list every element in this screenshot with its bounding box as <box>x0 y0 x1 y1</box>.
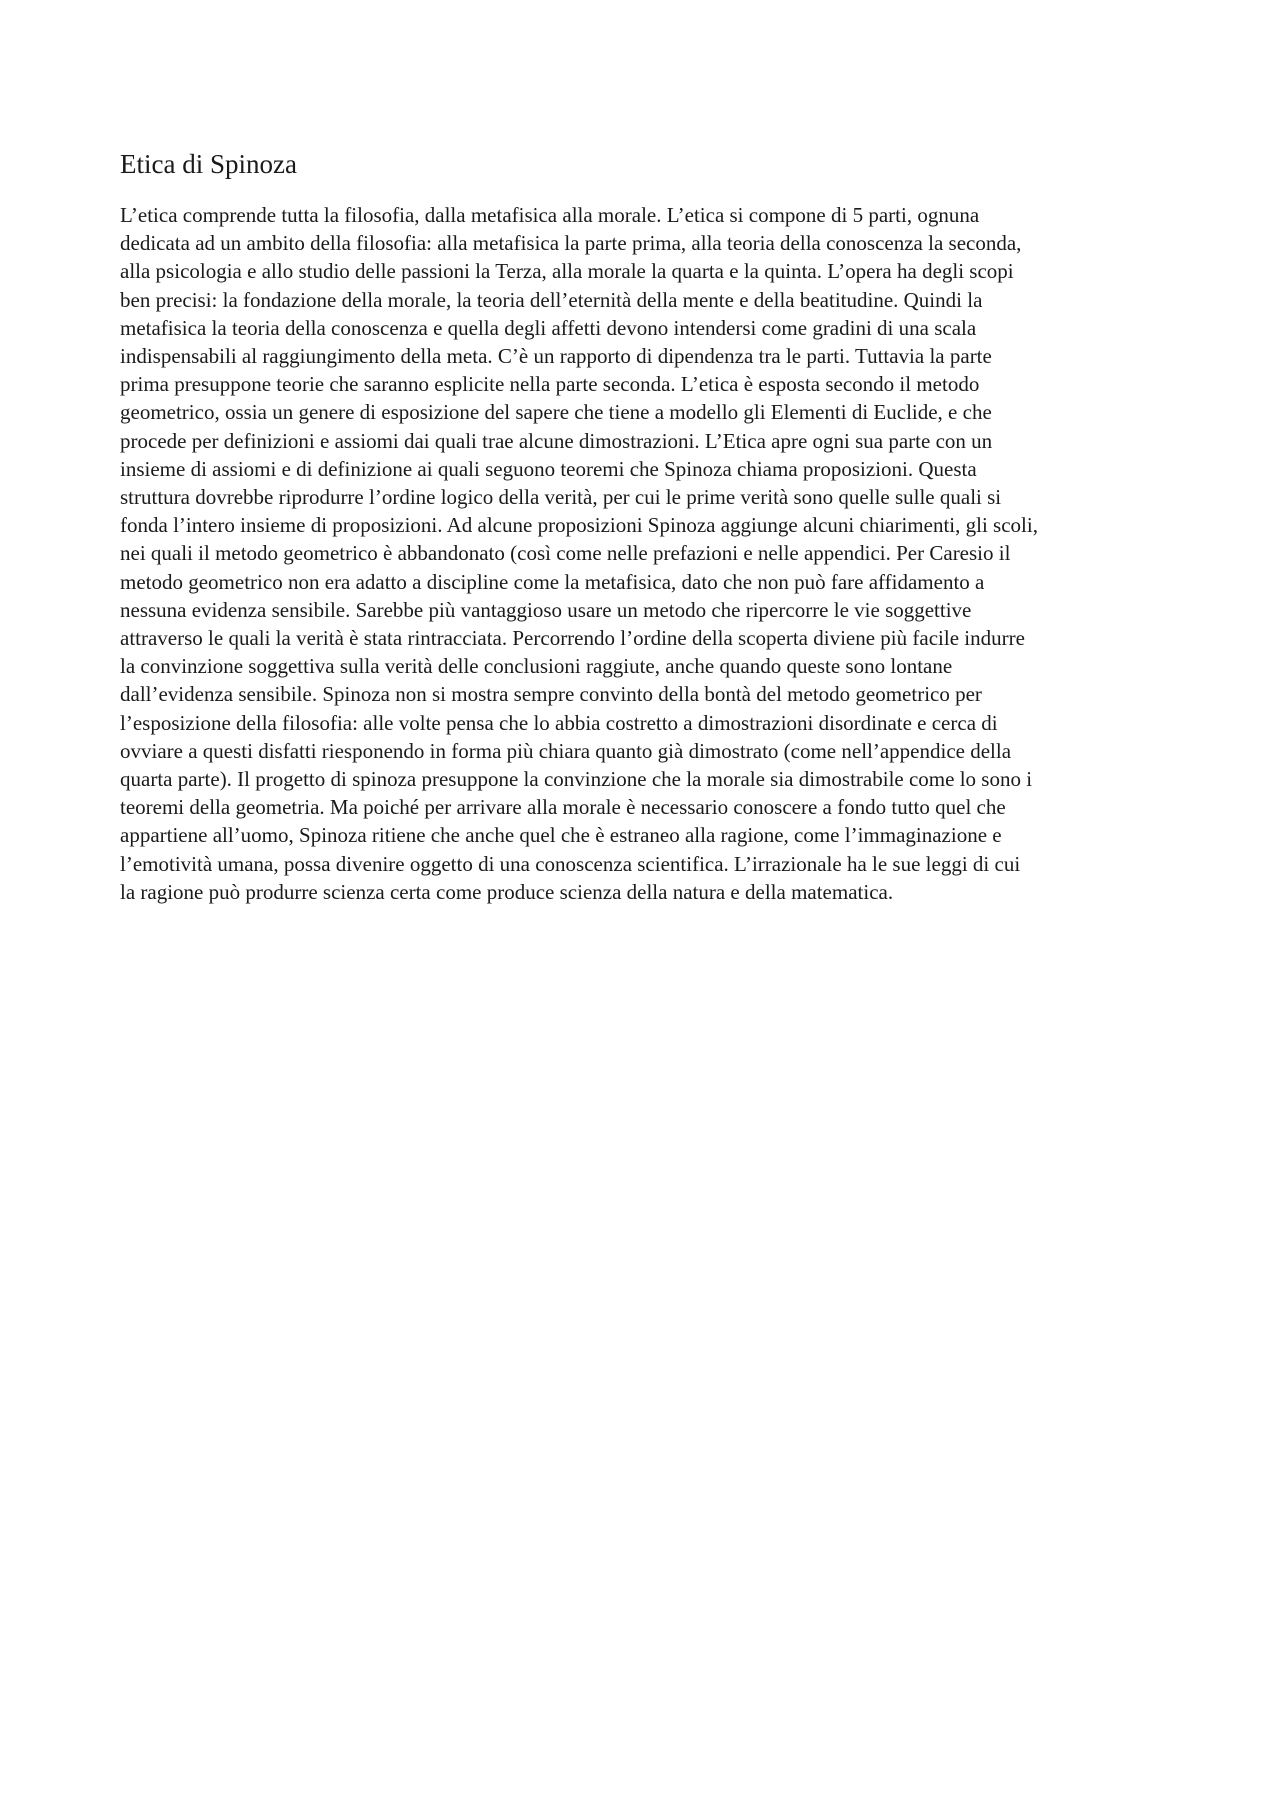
body-line: indispensabili al raggiungimento della meta. C’è un rapporto di dipendenza tra le parti. Tuttavia la parte <box>120 344 992 369</box>
body-line: ovviare a questi disfatti riesponendo in forma più chiara quanto già dimostrato (come nell’appendice della <box>120 738 1012 763</box>
body-line: appartiene all’uomo, Spinoza ritiene che anche quel che è estraneo alla ragione, come l’immaginazione e <box>120 823 1002 848</box>
body-line: teoremi della geometria. Ma poiché per arrivare alla morale è necessario conoscere a fondo tutto quel che <box>120 795 1006 820</box>
body-line: ben precisi: la fondazione della morale, la teoria dell’eternità della mente e della beatitudine. Quindi la <box>120 287 983 312</box>
body-line: dall’evidenza sensibile. Spinoza non si mostra sempre convinto della bontà del metodo geometrico per <box>120 682 982 707</box>
body-line: prima presuppone teorie che saranno esplicite nella parte seconda. L’etica è esposta secondo il metodo <box>120 372 980 397</box>
body-line: geometrico, ossia un genere di esposizione del sapere che tiene a modello gli Elementi di Euclide, e che <box>120 400 992 425</box>
document-title: Etica di Spinoza <box>120 149 297 179</box>
body-line: la ragione può produrre scienza certa come produce scienza della natura e della matematica. <box>120 879 894 904</box>
body-line: L’etica comprende tutta la filosofia, dalla metafisica alla morale. L’etica si compone di 5 parti, ognuna <box>120 203 980 227</box>
body-line: l’esposizione della filosofia: alle volte pensa che lo abbia costretto a dimostrazioni disordinate e cerca di <box>120 710 998 735</box>
body-line: procede per definizioni e assiomi dai quali trae alcune dimostrazioni. L’Etica apre ogni sua parte con un <box>120 428 993 453</box>
body-line: alla psicologia e allo studio delle passioni la Terza, alla morale la quarta e la quinta. L’opera ha degli scopi <box>120 259 1014 284</box>
body-line: attraverso le quali la verità è stata rintracciata. Percorrendo l’ordine della scoperta diviene più facile indurre <box>120 626 1025 651</box>
body-line: nessuna evidenza sensibile. Sarebbe più vantaggioso usare un metodo che ripercorre le vie soggettive <box>120 597 972 622</box>
body-line: insieme di assiomi e di definizione ai quali seguono teoremi che Spinoza chiama proposizioni. Questa <box>120 456 977 481</box>
body-line: dedicata ad un ambito della filosofia: alla metafisica la parte prima, alla teoria della conoscenza la seconda, <box>120 231 1022 256</box>
body-line: nei quali il metodo geometrico è abbandonato (così come nelle prefazioni e nelle appendici. Per Caresio il <box>120 541 1011 566</box>
body-line: metodo geometrico non era adatto a discipline come la metafisica, dato che non può fare affidamento a <box>120 569 985 594</box>
body-line: la convinzione soggettiva sulla verità delle conclusioni raggiute, anche quando queste sono lontane <box>120 654 953 679</box>
body-line: fonda l’intero insieme di proposizioni. Ad alcune proposizioni Spinoza aggiunge alcuni chiarimenti, gli scoli, <box>120 513 1038 538</box>
body-line: struttura dovrebbe riprodurre l’ordine logico della verità, per cui le prime verità sono quelle sulle quali si <box>120 485 1002 510</box>
body-line: quarta parte). Il progetto di spinoza presuppone la convinzione che la morale sia dimostrabile come lo sono i <box>120 767 1033 792</box>
body-line: metafisica la teoria della conoscenza e quella degli affetti devono intendersi come gradini di una scala <box>120 315 977 340</box>
body-line: l’emotività umana, possa divenire oggetto di una conoscenza scientifica. L’irrazionale ha le sue leggi di cui <box>120 851 1021 876</box>
document-body <box>120 201 1200 906</box>
